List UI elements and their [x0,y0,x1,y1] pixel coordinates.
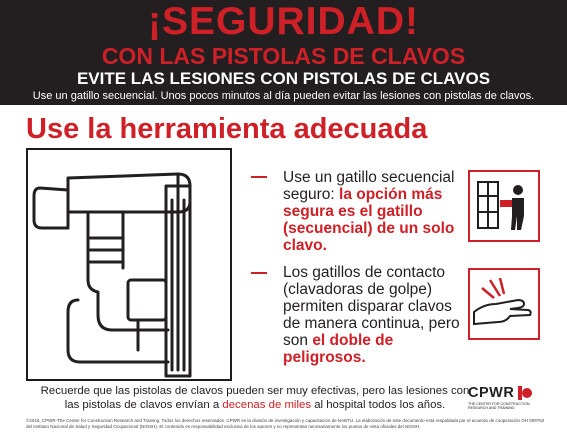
logo-name: CPWR [468,385,515,401]
point-highlight: la opción más segura es el gatillo (secuencial) de un solo clavo. [283,186,455,254]
bullet-marker [251,272,267,274]
nail-gun-icon [28,150,230,379]
worker-window-icon-box [468,170,540,242]
worker-window-icon [470,172,538,240]
bullet-marker [251,176,267,178]
point-contact-trigger [283,264,463,366]
footer-highlight: decenas de miles [222,399,312,411]
hand-trigger-icon [470,270,538,338]
fine-print: ©2018, CPWR-The Center for Construction Research and Training. Todos los derechos reservados. CPWR es la división de investigación y capacitación de NABTU. La elaboración de este documento está respaldada por el acuerdo de cooperación OH 009762 del Instituto Nacional de Salud y Seguridad Ocupacional (NIOSH). El contenido es responsabilidad exclusiva de los autores y no representan necesariamente los puntos de vista oficiales del NIOSH. [26,418,545,429]
logo-tagline: THE CENTER FOR CONSTRUCTION RESEARCH AND TRAINING [468,402,530,411]
poster-intro-line: Use un gatillo secuencial. Unos pocos minutos al día pueden evitar las lesiones con pistolas de clavos. [32,90,535,102]
footer-text-end: al hospital todos los años. [311,399,446,411]
point-sequential-trigger [283,169,463,254]
point-text: Use un gatillo secuencial seguro: [283,169,455,203]
point-highlight: el doble de peligrosos. [283,332,394,366]
nail-gun-illustration-frame [26,148,232,381]
header-banner [0,0,567,105]
footer-text: Recuerde que las pistolas de clavos pueden ser muy efectivas, pero las lesiones con las pistolas de clavos envían a [40,385,470,411]
poster-subtitle-secondary: EVITE LAS LESIONES CON PISTOLAS DE CLAVOS [76,69,491,88]
section-title: Use la herramienta adecuada [26,113,428,145]
footer-statement [40,384,470,412]
cpwr-logo [468,385,548,415]
point-text: Los gatillos de contacto (clavadoras de golpe) permiten disparar clavos de manera continua, pero son [283,264,460,349]
logo-mark-icon [518,386,532,400]
poster-title: ¡SEGURIDAD! [148,0,419,43]
poster-subtitle: CON LAS PISTOLAS DE CLAVOS [101,43,466,69]
hand-trigger-icon-box [468,268,540,340]
